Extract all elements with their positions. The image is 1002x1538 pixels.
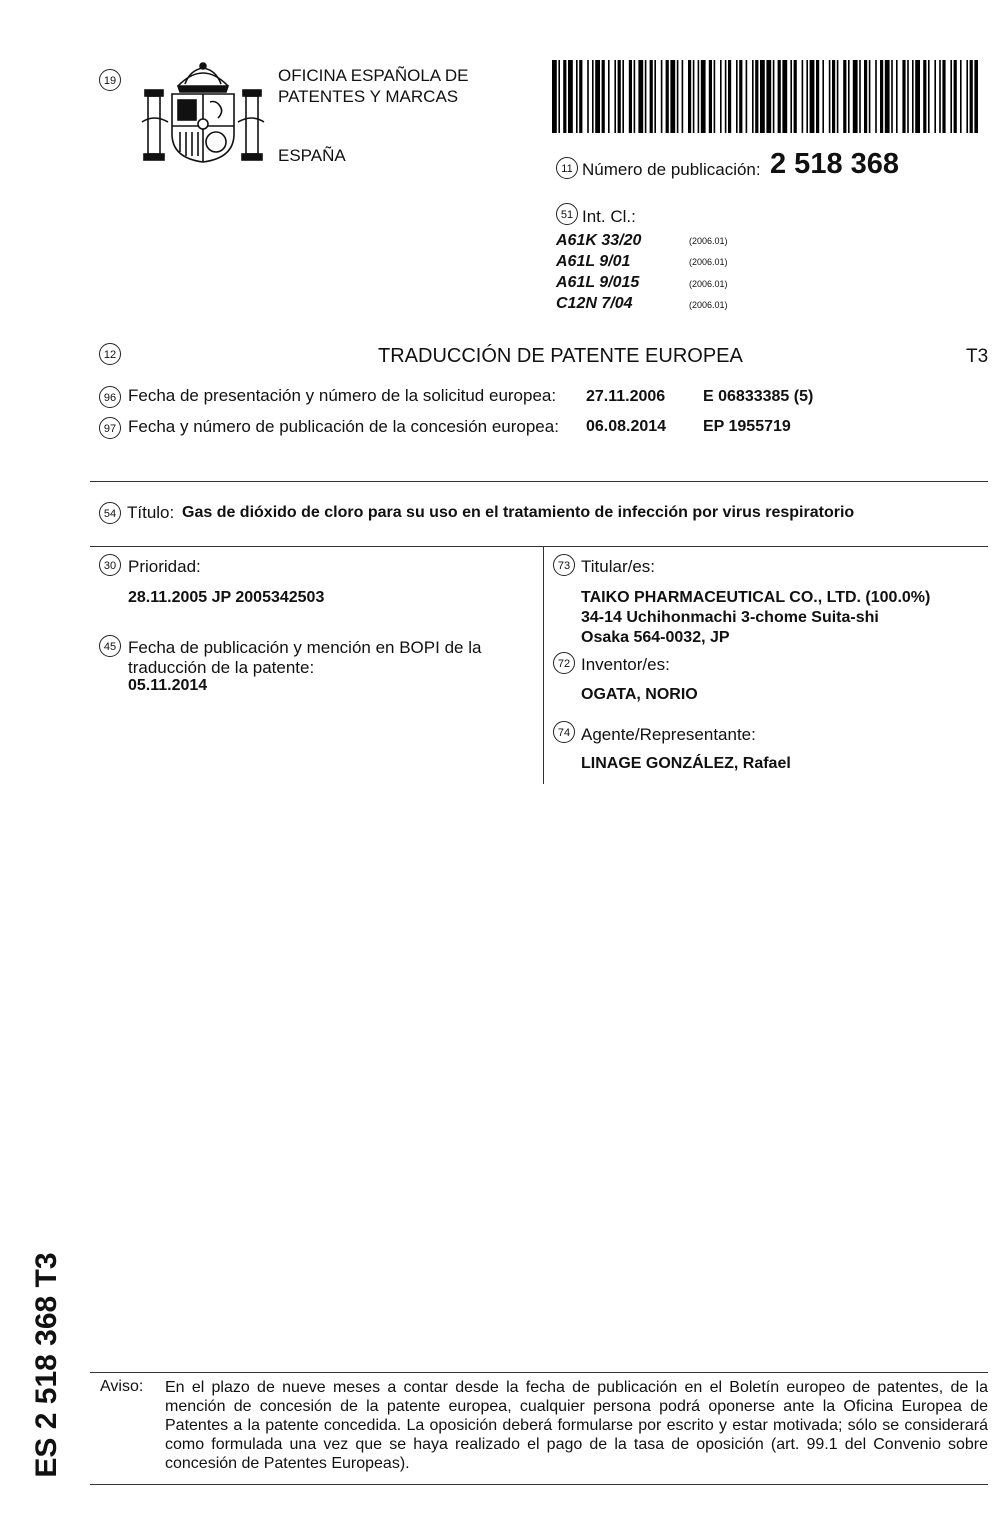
int-cl-version-1: (2006.01) [689,236,728,246]
barcode-bar [907,60,909,133]
barcode-bar [880,60,883,133]
barcode-bar [608,60,610,133]
int-cl-class-2: A61L 9/01 [556,253,631,270]
barcode-bar [802,60,804,133]
barcode-bar [576,60,578,133]
barcode-bar [622,60,624,133]
barcode-bar [650,60,653,133]
publication-label: Número de publicación: [582,160,761,179]
barcode-bar [563,60,566,133]
barcode-bar [634,60,636,133]
barcode-bar [915,60,920,133]
office-name-line2: PATENTES Y MARCAS [278,87,459,106]
barcode-bar [579,60,582,133]
barcode-bar [928,60,930,133]
int-cl-label: Int. Cl.: [582,207,636,226]
barcode-bar [853,60,858,133]
barcode-bar [698,60,700,133]
barcode-bar [970,60,973,133]
priority-label: Prioridad: [128,557,201,576]
int-cl-class-1: A61K 33/20 [556,232,642,249]
notice-label: Aviso: [100,1378,144,1395]
filing-date: 27.11.2006 [586,388,666,405]
int-cl-version-3: (2006.01) [689,279,728,289]
barcode-bar [688,60,691,133]
int-cl-version-2: (2006.01) [689,257,728,267]
barcode-bar [595,60,600,133]
bopi-label: Fecha de publicación y mención en BOPI de la traducción de la patente: [128,638,482,677]
barcode-bar [755,60,758,133]
barcode-bar [822,60,824,133]
barcode-bar [837,60,839,133]
code-19: 19 [99,69,121,91]
grant-label: Fecha y número de publicación de la concesión europea: [128,417,559,436]
barcode-bar [934,60,936,133]
barcode-bar [654,60,656,133]
barcode-bar [864,60,867,133]
barcode-bar [558,60,560,133]
title-text: Gas de dióxido de cloro para su uso en el tratamiento de infección por virus respiratorio [182,504,855,521]
barcode-bar [790,60,792,133]
grant-date: 06.08.2014 [586,418,667,435]
office-name-line1: OFICINA ESPAÑOLA DE [278,66,469,85]
barcode-bar [923,60,926,133]
barcode-bar [843,60,846,133]
barcode-bar [848,60,850,133]
barcode-bar [725,60,727,133]
barcode-bar [869,60,871,133]
barcode-bar [720,60,722,133]
code-97: 97 [99,417,121,439]
barcode-bar [661,60,663,133]
barcode-bar [960,60,962,133]
divider-2 [90,546,988,547]
barcode-bar [782,60,787,133]
barcode-bar [618,60,621,133]
inventor-value: OGATA, NORIO [581,686,698,703]
priority-value: 28.11.2005 JP 2005342503 [128,589,325,606]
barcode-bar [638,60,643,133]
barcode-bar [778,60,781,133]
code-45: 45 [99,635,121,657]
barcode-icon [552,60,978,133]
barcode-bar [682,60,684,133]
barcode-bar [829,60,831,133]
barcode-bar [614,60,616,133]
barcode-bar [912,60,914,133]
barcode-bar [592,60,594,133]
code-74: 74 [553,721,575,743]
barcode-bar [766,60,771,133]
code-30: 30 [99,554,121,576]
barcode-bar [739,60,742,133]
barcode-bar [859,60,861,133]
barcode-bar [693,60,695,133]
barcode-bar [902,60,905,133]
barcode-bar [939,60,941,133]
barcode-bar [810,60,815,133]
barcode-bar [950,60,952,133]
code-73: 73 [553,554,575,576]
code-72: 72 [553,652,575,674]
barcode-bar [885,60,890,133]
agent-value: LINAGE GONZÁLEZ, Rafael [581,755,791,772]
int-cl-version-4: (2006.01) [689,300,728,310]
document-type-title: TRADUCCIÓN DE PATENTE EUROPEA [378,345,743,367]
barcode-bar [974,60,978,133]
divider-4 [90,1484,988,1485]
barcode-bar [714,60,716,133]
barcode-bar [896,60,898,133]
document-kind: T3 [966,346,989,367]
code-12: 12 [99,343,121,365]
barcode-bar [709,60,712,133]
grant-number: EP 1955719 [703,418,791,435]
agent-label: Agente/Representante: [581,725,756,744]
country: ESPAÑA [278,146,346,165]
side-publication-number: ES 2 518 368 T3 [30,1252,63,1478]
barcode-bar [832,60,835,133]
barcode-bar [760,60,765,133]
code-96: 96 [99,386,121,408]
barcode-bar [728,60,731,133]
barcode-bar [746,60,748,133]
int-cl-class-3: A61L 9/015 [556,274,640,291]
title-label: Título: [127,503,175,522]
barcode-bar [875,60,877,133]
barcode-bar [736,60,738,133]
column-divider [543,547,544,784]
notice-text: En el plazo de nueve meses a contar desde la fecha de publicación en el Boletín europeo de patentes, de la mención de concesión de la patente europea, cualquier persona podrá oponerse ante la Oficina Europea de Patentes a la patente concedida. La oposición deberá formularse por escrito y estar motivada; sólo se considerará como formulada una vez que se haya realizado el pago de la tasa de oposición (art. 99.1 del Convenio sobre concesión de Patentes Europeas). [165,1379,988,1472]
barcode-bar [587,60,589,133]
divider-1 [90,481,988,482]
barcode-bar [552,60,557,133]
barcode-bar [629,60,632,133]
coat-of-arms-icon [140,58,266,166]
filing-label: Fecha de presentación y número de la solicitud europea: [128,386,557,405]
barcode-bar [568,60,573,133]
code-51: 51 [556,203,578,225]
barcode-bar [891,60,893,133]
barcode-bar [602,60,605,133]
barcode-bar [816,60,819,133]
code-11: 11 [556,157,578,179]
barcode-bar [806,60,808,133]
barcode-bar [954,60,957,133]
publication-number: 2 518 368 [770,148,900,180]
barcode-bar [752,60,754,133]
holder-value: TAIKO PHARMACEUTICAL CO., LTD. (100.0%) 34-14 Uchihonmachi 3-chome Suita-shi Osaka 564-0032, JP [581,589,931,646]
barcode-bar [942,60,945,133]
barcode-bar [677,60,679,133]
inventor-label: Inventor/es: [581,655,670,674]
barcode-bar [666,60,669,133]
holder-label: Titular/es: [581,557,656,576]
barcode-bar [701,60,706,133]
int-cl-class-4: C12N 7/04 [556,295,633,312]
barcode-bar [645,60,647,133]
filing-number: E 06833385 (5) [703,388,814,405]
bopi-date: 05.11.2014 [128,677,208,694]
divider-3 [90,1372,988,1373]
barcode-bar [966,60,968,133]
barcode-bar [670,60,675,133]
code-54: 54 [99,502,121,524]
barcode-bar [773,60,775,133]
barcode-bar [794,60,797,133]
